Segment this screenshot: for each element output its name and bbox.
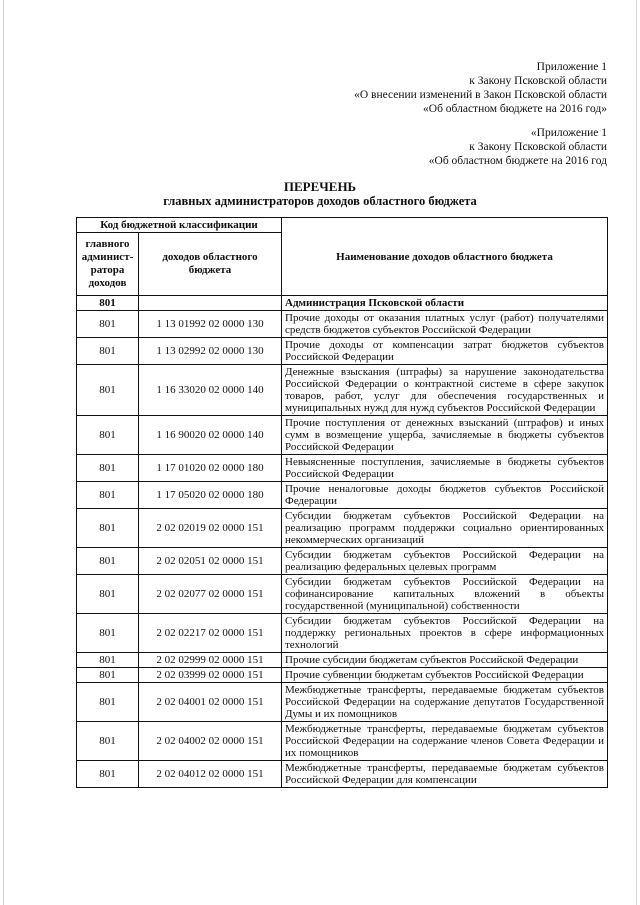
income-name-cell: Межбюджетные трансферты, передаваемые бюджетам субъектов Российской Федерации на содержание депутатов Государственной Думы и их помощников <box>282 683 608 722</box>
table-row <box>77 668 608 683</box>
income-code-cell: 2 02 04012 02 0000 151 <box>139 761 282 788</box>
title-line-1: ПЕРЕЧЕНЬ <box>283 179 357 194</box>
table-row <box>77 614 608 653</box>
income-code-cell: 2 02 02999 02 0000 151 <box>139 653 282 668</box>
admin-row-empty <box>139 296 282 311</box>
income-name-cell: Денежные взыскания (штрафы) за нарушение законодательства Российской Федерации о контрактной системе в сфере закупок товаров, работ, услуг для обеспечения государственных и муниципальных нужд для нужд субъектов Российской Федерации <box>282 365 608 416</box>
quoted-line-2: к Закону Псковской области <box>469 141 607 153</box>
income-code-cell: 1 16 33020 02 0000 140 <box>139 365 282 416</box>
admin-code-cell: 801 <box>77 416 139 455</box>
table-row <box>77 722 608 761</box>
income-code-cell: 1 16 90020 02 0000 140 <box>139 416 282 455</box>
admin-code-cell: 801 <box>77 614 139 653</box>
admin-code-cell: 801 <box>77 482 139 509</box>
admin-row-code: 801 <box>77 296 139 311</box>
admin-code-cell: 801 <box>77 653 139 668</box>
quoted-line-3: «Об областном бюджете на 2016 год <box>428 155 607 167</box>
income-name-cell: Субсидии бюджетам субъектов Российской Федерации на поддержку региональных проектов в сфере информационных технологий <box>282 614 608 653</box>
income-code-cell: 1 13 01992 02 0000 130 <box>139 311 282 338</box>
admin-code-cell: 801 <box>77 683 139 722</box>
appendix-line-1: Приложение 1 <box>536 61 607 73</box>
income-code-cell: 2 02 02077 02 0000 151 <box>139 575 282 614</box>
table-row <box>77 761 608 788</box>
appendix-line-3: «О внесении изменений в Закон Псковской области <box>354 89 607 101</box>
quoted-appendix-header <box>429 126 607 168</box>
income-code-cell: 2 02 02051 02 0000 151 <box>139 548 282 575</box>
income-name-cell: Межбюджетные трансферты, передаваемые бюджетам субъектов Российской Федерации для компенсации <box>282 761 608 788</box>
income-code-cell: 2 02 03999 02 0000 151 <box>139 668 282 683</box>
admin-code-cell: 801 <box>77 338 139 365</box>
admin-code-cell: 801 <box>77 668 139 683</box>
income-code-cell: 1 13 02992 02 0000 130 <box>139 338 282 365</box>
admin-code-cell: 801 <box>77 509 139 548</box>
appendix-header <box>354 60 607 116</box>
table-row <box>77 575 608 614</box>
scan-edge-right <box>636 0 637 905</box>
income-name-cell: Прочие доходы от оказания платных услуг (работ) получателями средств бюджетов субъектов Российской Федерации <box>282 311 608 338</box>
table-row <box>77 653 608 668</box>
table-row <box>77 455 608 482</box>
document-title <box>0 179 640 209</box>
admin-row-name: Администрация Псковской области <box>282 296 608 311</box>
income-code-cell: 2 02 02217 02 0000 151 <box>139 614 282 653</box>
income-name-cell: Субсидии бюджетам субъектов Российской Федерации на софинансирование капитальных вложений в объекты государственной (муниципальной) собственности <box>282 575 608 614</box>
admin-code-cell: 801 <box>77 455 139 482</box>
income-code-cell: 1 17 01020 02 0000 180 <box>139 455 282 482</box>
income-name-cell: Межбюджетные трансферты, передаваемые бюджетам субъектов Российской Федерации на содержание членов Совета Федерации и их помощников <box>282 722 608 761</box>
income-code-cell: 1 17 05020 02 0000 180 <box>139 482 282 509</box>
header-budget-code: Код бюджетной классификации <box>77 218 282 233</box>
header-admin-code: главного админист-ратора доходов <box>77 233 139 296</box>
income-name-cell: Прочие субсидии бюджетам субъектов Российской Федерации <box>282 653 608 668</box>
table-row <box>77 365 608 416</box>
table-row <box>77 509 608 548</box>
income-code-cell: 2 02 02019 02 0000 151 <box>139 509 282 548</box>
appendix-line-2: к Закону Псковской области <box>469 75 607 87</box>
income-name-cell: Прочие субвенции бюджетам субъектов Российской Федерации <box>282 668 608 683</box>
income-name-cell: Субсидии бюджетам субъектов Российской Федерации на реализацию программ поддержки социально ориентированных некоммерческих организаций <box>282 509 608 548</box>
admin-code-cell: 801 <box>77 548 139 575</box>
income-name-cell: Прочие доходы от компенсации затрат бюджетов субъектов Российской Федерации <box>282 338 608 365</box>
admin-code-cell: 801 <box>77 575 139 614</box>
table-row <box>77 548 608 575</box>
income-name-cell: Прочие поступления от денежных взысканий (штрафов) и иных сумм в возмещение ущерба, зачисляемые в бюджеты субъектов Российской Федерации <box>282 416 608 455</box>
table-row <box>77 416 608 455</box>
header-income-name: Наименование доходов областного бюджета <box>282 218 608 296</box>
admin-code-cell: 801 <box>77 722 139 761</box>
scan-edge-left <box>3 0 4 905</box>
appendix-line-4: «Об областном бюджете на 2016 год» <box>423 103 607 115</box>
admin-code-cell: 801 <box>77 311 139 338</box>
admin-row <box>77 296 608 311</box>
table-row <box>77 683 608 722</box>
table-row <box>77 482 608 509</box>
title-line-2: главных администраторов доходов областного бюджета <box>163 194 477 208</box>
income-code-cell: 2 02 04002 02 0000 151 <box>139 722 282 761</box>
quoted-line-1: «Приложение 1 <box>530 127 607 139</box>
admin-code-cell: 801 <box>77 365 139 416</box>
table-row <box>77 311 608 338</box>
admin-code-cell: 801 <box>77 761 139 788</box>
income-name-cell: Невыясненные поступления, зачисляемые в бюджеты субъектов Российской Федерации <box>282 455 608 482</box>
income-code-cell: 2 02 04001 02 0000 151 <box>139 683 282 722</box>
income-name-cell: Субсидии бюджетам субъектов Российской Федерации на реализацию федеральных целевых программ <box>282 548 608 575</box>
income-name-cell: Прочие неналоговые доходы бюджетов субъектов Российской Федерации <box>282 482 608 509</box>
revenue-administrators-table <box>76 217 608 788</box>
table-row <box>77 338 608 365</box>
header-income-code: доходов областного бюджета <box>139 233 282 296</box>
